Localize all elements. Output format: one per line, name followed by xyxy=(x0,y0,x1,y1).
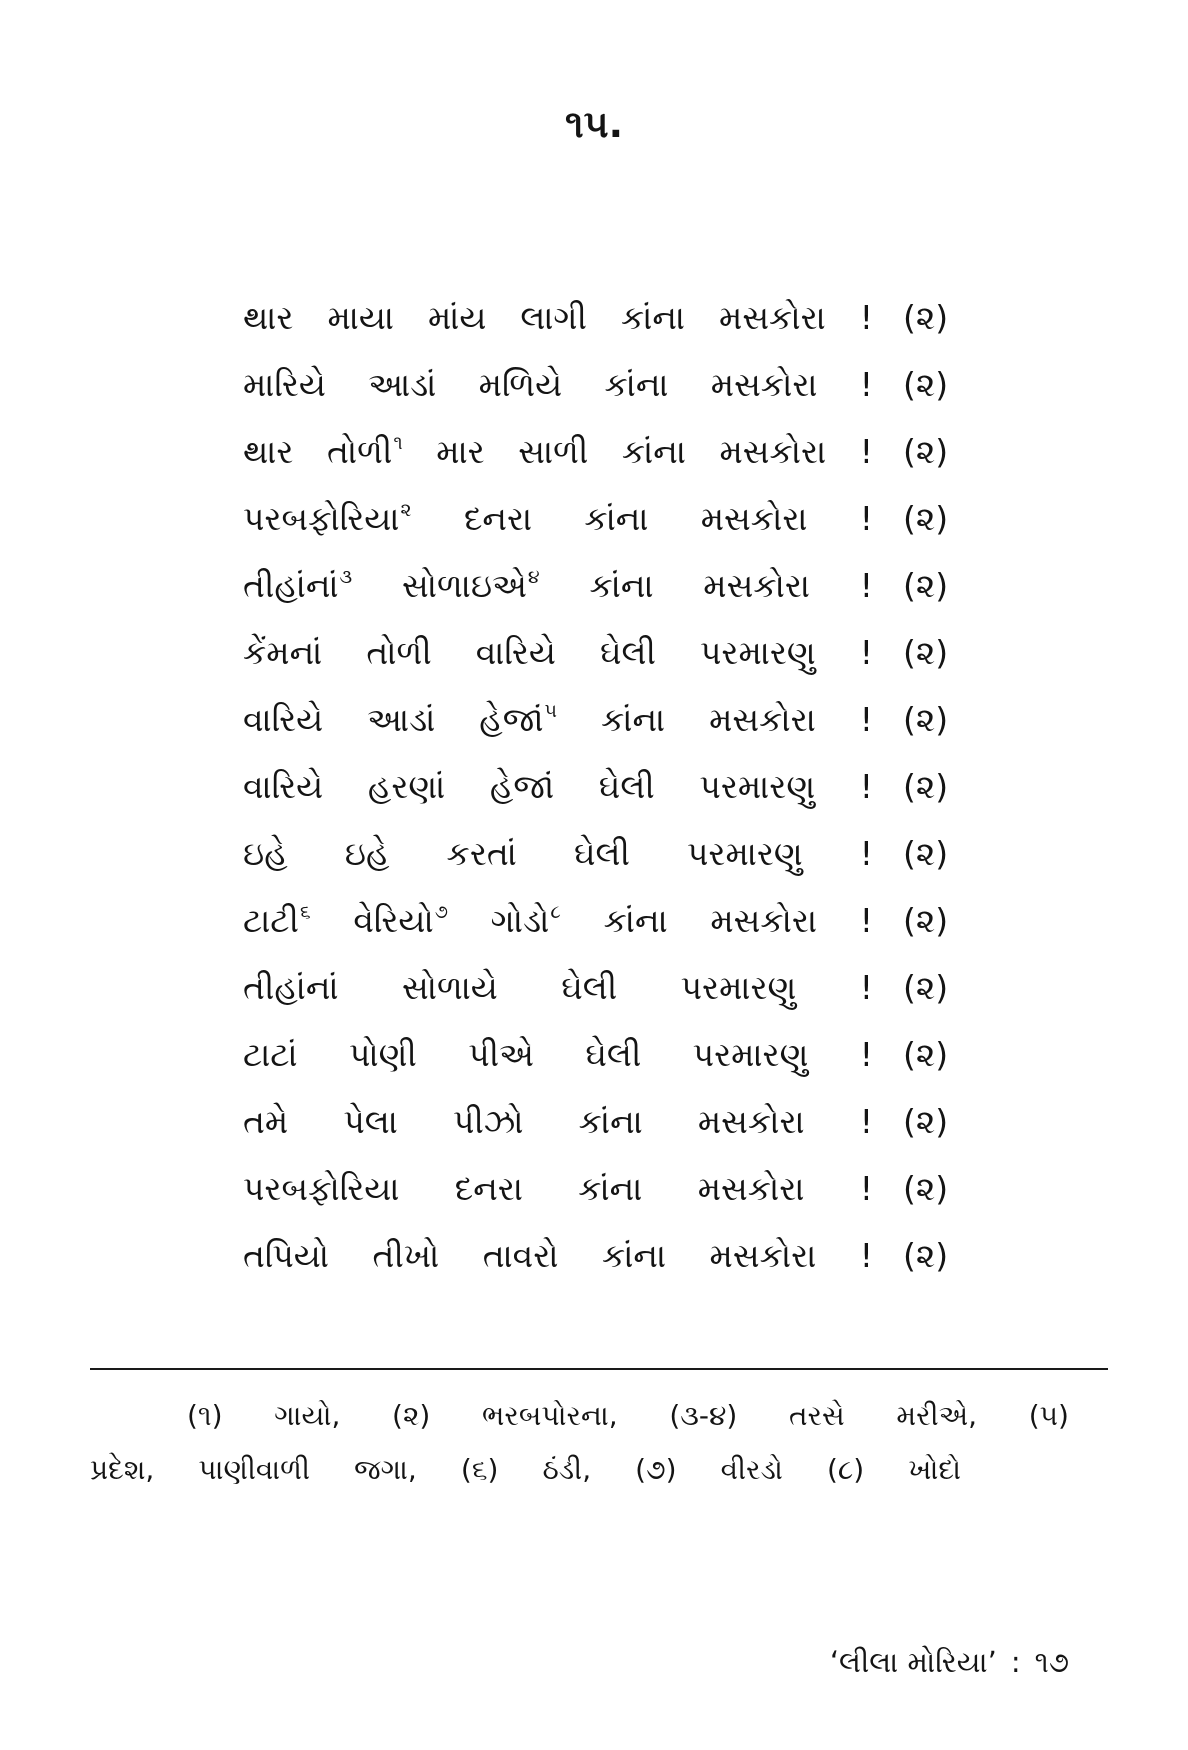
refrain-marker: (૨) xyxy=(903,298,949,337)
verse-text xyxy=(243,497,873,541)
footnote-line: પ્રદેશ, પાણીવાળી જગા, (૬) ઠંડી, (૭) વીરડો (૮) ખોદો xyxy=(90,1453,961,1486)
verse-segment: પરબફોરિયા xyxy=(243,499,400,538)
verse-text xyxy=(243,1234,873,1278)
verse-text xyxy=(243,1167,873,1211)
footnote-marker: ૧ xyxy=(393,430,403,454)
verse-text xyxy=(243,899,873,943)
verse-line xyxy=(0,485,1188,552)
book-title: ‘લીલા મોરિયા’ xyxy=(829,1645,997,1679)
refrain-marker: (૨) xyxy=(903,633,949,672)
verse-segment: દનરા કાંના મસકોરા ! xyxy=(411,499,873,538)
refrain-marker: (૨) xyxy=(903,365,949,404)
refrain-marker: (૨) xyxy=(903,700,949,739)
verse-segment: થાર તોળી xyxy=(243,432,393,471)
verse-segment: થાર માયા માંય લાગી કાંના મસકોરા ! xyxy=(243,298,873,337)
footnote-marker: ૮ xyxy=(550,899,561,923)
footnote-divider xyxy=(90,1368,1108,1370)
verse-text xyxy=(243,363,873,407)
footnote-marker: ૭ xyxy=(434,899,448,923)
verse-segment: મારિયે આડાં મળિયે કાંના મસકોરા ! xyxy=(243,365,873,404)
refrain-marker: (૨) xyxy=(903,432,949,471)
verse-text xyxy=(243,296,873,340)
footer-separator: : xyxy=(1010,1645,1021,1679)
refrain-marker: (૨) xyxy=(903,834,949,873)
footnote-marker: ૬ xyxy=(299,899,311,923)
refrain-marker: (૨) xyxy=(903,1169,949,1208)
verse-text xyxy=(243,564,873,608)
verse-segment: તીહાંનાં સોળાયે ઘેલી પરમારણુ ! xyxy=(243,968,873,1007)
footnote-marker: ૪ xyxy=(527,564,540,588)
verse-line xyxy=(0,619,1188,686)
verse-list xyxy=(0,284,1188,1289)
refrain-marker: (૨) xyxy=(903,1236,949,1275)
refrain-marker: (૨) xyxy=(903,1102,949,1141)
verse-text xyxy=(243,765,873,809)
verse-text xyxy=(243,832,873,876)
refrain-marker: (૨) xyxy=(903,968,949,1007)
verse-line xyxy=(0,351,1188,418)
verse-segment: ઇહે ઇહે કરતાં ઘેલી પરમારણુ ! xyxy=(243,834,873,873)
verse-line xyxy=(0,1222,1188,1289)
verse-line xyxy=(0,820,1188,887)
verse-line xyxy=(0,1021,1188,1088)
refrain-marker: (૨) xyxy=(903,901,949,940)
footnote-marker: ૨ xyxy=(400,497,412,521)
verse-text xyxy=(243,1033,873,1077)
verse-line xyxy=(0,887,1188,954)
refrain-marker: (૨) xyxy=(903,499,949,538)
verse-segment: વારિયે આડાં હેજાં xyxy=(243,700,544,739)
verse-segment: ટાટી xyxy=(243,901,299,940)
verse-segment: સોળાઇએ xyxy=(352,566,527,605)
footnote-marker: ૫ xyxy=(544,698,558,722)
verse-line xyxy=(0,552,1188,619)
verse-segment: ગોડો xyxy=(448,901,550,940)
verse-text xyxy=(243,631,873,675)
page-footer xyxy=(640,1640,1069,1684)
verse-segment: કેંમનાં તોળી વારિયે ઘેલી પરમારણુ ! xyxy=(243,633,873,672)
verse-segment: તીહાંનાં xyxy=(243,566,339,605)
verse-segment: તમે પેલા પીઝો કાંના મસકોરા ! xyxy=(243,1102,873,1141)
verse-line xyxy=(0,954,1188,1021)
verse-text xyxy=(243,1100,873,1144)
verse-line xyxy=(0,1155,1188,1222)
verse-text xyxy=(243,966,873,1010)
verse-segment: તપિયો તીખો તાવરો કાંના મસકોરા ! xyxy=(243,1236,873,1275)
refrain-marker: (૨) xyxy=(903,1035,949,1074)
verse-text xyxy=(243,698,873,742)
verse-segment: માર સાળી કાંના મસકોરા ! xyxy=(402,432,873,471)
verse-line xyxy=(0,418,1188,485)
verse-line xyxy=(0,753,1188,820)
verse-segment: કાંના મસકોરા ! xyxy=(539,566,873,605)
refrain-marker: (૨) xyxy=(903,767,949,806)
verse-segment: ટાટાં પોણી પીએ ઘેલી પરમારણુ ! xyxy=(243,1035,873,1074)
verse-segment: કાંના મસકોરા ! xyxy=(557,700,873,739)
verse-segment: કાંના મસકોરા ! xyxy=(560,901,873,940)
refrain-marker: (૨) xyxy=(903,566,949,605)
verse-text xyxy=(243,430,873,474)
verse-line xyxy=(0,686,1188,753)
verse-segment: વારિયે હરણાં હેજાં ઘેલી પરમારણુ ! xyxy=(243,767,873,806)
footnote-line: (૧) ગાયો, (૨) ભરબપોરના, (૩-૪) તરસે મરીએ, (૫) xyxy=(187,1399,1069,1432)
verse-segment: વેરિયો xyxy=(310,901,434,940)
page-number: ૧૭ xyxy=(1034,1645,1069,1679)
verse-line xyxy=(0,284,1188,351)
verse-segment: પરબફોરિયા દનરા કાંના મસકોરા ! xyxy=(243,1169,873,1208)
poem-number-heading: ૧૫. xyxy=(564,102,624,146)
verse-line xyxy=(0,1088,1188,1155)
footnote-marker: ૩ xyxy=(339,564,353,588)
